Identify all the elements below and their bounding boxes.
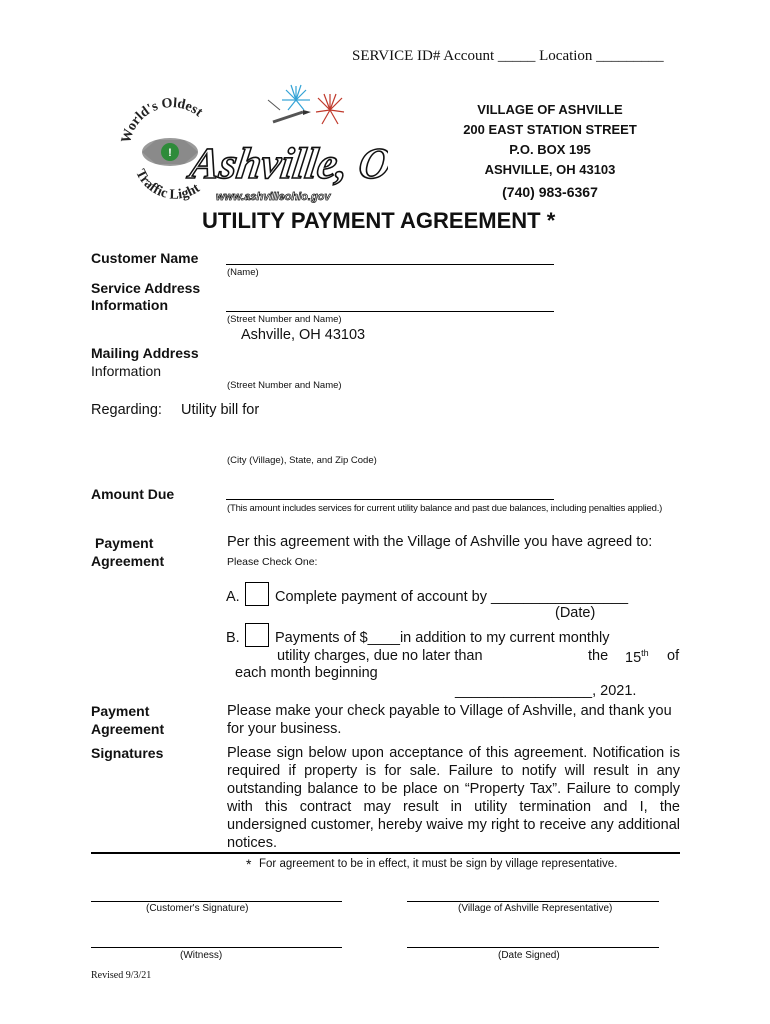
signatures-label: Signatures xyxy=(91,745,164,761)
address-line-2: 200 EAST STATION STREET xyxy=(463,122,637,137)
option-b-letter: B. xyxy=(226,630,240,646)
payment-intro: Per this agreement with the Village of Ashville you have agreed to: xyxy=(227,534,653,550)
customer-name-field[interactable] xyxy=(226,264,554,265)
option-b-day xyxy=(625,648,649,666)
customer-signature-line[interactable] xyxy=(91,901,342,902)
logo-artwork xyxy=(118,82,388,212)
option-b-year: _________________, 2021. xyxy=(455,683,637,699)
service-street-caption: (Street Number and Name) xyxy=(227,314,342,325)
revised-date: Revised 9/3/21 xyxy=(91,970,152,981)
witness-signature-line[interactable] xyxy=(91,947,342,948)
village-address-block xyxy=(430,100,670,202)
logo-website: www.ashvilleohio.gov xyxy=(216,191,331,203)
instructions-label-2: Agreement xyxy=(91,721,165,737)
service-city-value: Ashville, OH 43103 xyxy=(241,327,366,343)
option-a-text: Complete payment of account by _________________ xyxy=(275,589,629,605)
section-divider xyxy=(91,852,680,854)
payment-label: Payment xyxy=(95,535,154,551)
option-a-letter: A. xyxy=(226,589,240,605)
address-line-3: P.O. BOX 195 xyxy=(509,142,591,157)
mailing-address-label-2: Information xyxy=(91,363,162,379)
regarding-value: Utility bill for xyxy=(181,402,260,418)
svg-text:!: ! xyxy=(168,147,172,159)
signatures-text: Please sign below upon acceptance of this agreement. Notification is required if property is for sale. Failure to notify will result in any outstanding balance to be place on “Property Tax”. Failure to comply with this contract may result in utility termination and I, the undersigned customer, hereby waive my right to receive any additional notices. xyxy=(227,745,680,851)
date-signed-caption: (Date Signed) xyxy=(498,950,560,961)
date-signed-line[interactable] xyxy=(407,947,659,948)
name-caption: (Name) xyxy=(227,267,259,278)
amount-due-label: Amount Due xyxy=(91,486,175,502)
service-id-line: SERVICE ID# Account _____ Location _________ xyxy=(352,48,664,64)
rep-signature-line[interactable] xyxy=(407,901,659,902)
mailing-address-label: Mailing Address xyxy=(91,345,199,361)
option-a-checkbox[interactable] xyxy=(245,582,269,606)
check-one-caption: Please Check One: xyxy=(227,556,318,568)
city-caption: (City (Village), State, and Zip Code) xyxy=(227,455,377,466)
rocket-icon xyxy=(268,100,311,122)
phone-number: (740) 983-6367 xyxy=(502,184,598,200)
option-b-day-suffix: th xyxy=(641,648,649,658)
traffic-light-icon xyxy=(142,138,198,166)
firework-blue-icon xyxy=(282,85,310,110)
service-address-label-2: Information xyxy=(91,297,168,313)
option-b-line1: Payments of $____in addition to my current monthly xyxy=(275,630,610,646)
customer-signature-caption: (Customer's Signature) xyxy=(146,903,249,914)
firework-red-icon xyxy=(316,94,344,124)
footnote-text: For agreement to be in effect, it must be sign by village representative. xyxy=(259,858,618,870)
amount-due-field[interactable] xyxy=(226,499,554,500)
regarding-label: Regarding: xyxy=(91,402,162,418)
footnote-star: * xyxy=(246,856,252,872)
option-b-the: the xyxy=(588,648,609,664)
option-b-of: of xyxy=(667,648,680,664)
option-b-line3: each month beginning xyxy=(235,665,378,681)
instructions-text: Please make your check payable to Village of Ashville, and thank you for your business. xyxy=(227,703,672,737)
svg-text:World's Oldest xyxy=(119,96,206,145)
service-street-field[interactable] xyxy=(226,311,554,312)
logo-arc-top: World's Oldest xyxy=(118,95,206,145)
service-address-label: Service Address xyxy=(91,280,201,296)
ashville-logo xyxy=(118,82,388,212)
logo-arc-bottom: Traffic Light xyxy=(132,167,203,203)
mailing-street-caption: (Street Number and Name) xyxy=(227,380,342,391)
payment-label-2: Agreement xyxy=(91,553,165,569)
address-line-1: VILLAGE OF ASHVILLE xyxy=(477,102,623,117)
option-a-date-caption: (Date) xyxy=(555,605,596,621)
customer-name-label: Customer Name xyxy=(91,250,199,266)
witness-caption: (Witness) xyxy=(180,950,223,961)
option-b-day-number: 15 xyxy=(625,649,642,666)
page-title: UTILITY PAYMENT AGREEMENT * xyxy=(202,208,556,233)
instructions-label: Payment xyxy=(91,703,150,719)
address-line-4: ASHVILLE, OH 43103 xyxy=(484,162,616,177)
option-b-line2: utility charges, due no later than xyxy=(277,648,483,664)
logo-script-text: Ashville, Ohio xyxy=(187,139,388,188)
rep-signature-caption: (Village of Ashville Representative) xyxy=(458,903,613,914)
amount-caption: (This amount includes services for current utility balance and past due balances, including penalties applied.) xyxy=(227,503,663,514)
option-b-checkbox[interactable] xyxy=(245,623,269,647)
